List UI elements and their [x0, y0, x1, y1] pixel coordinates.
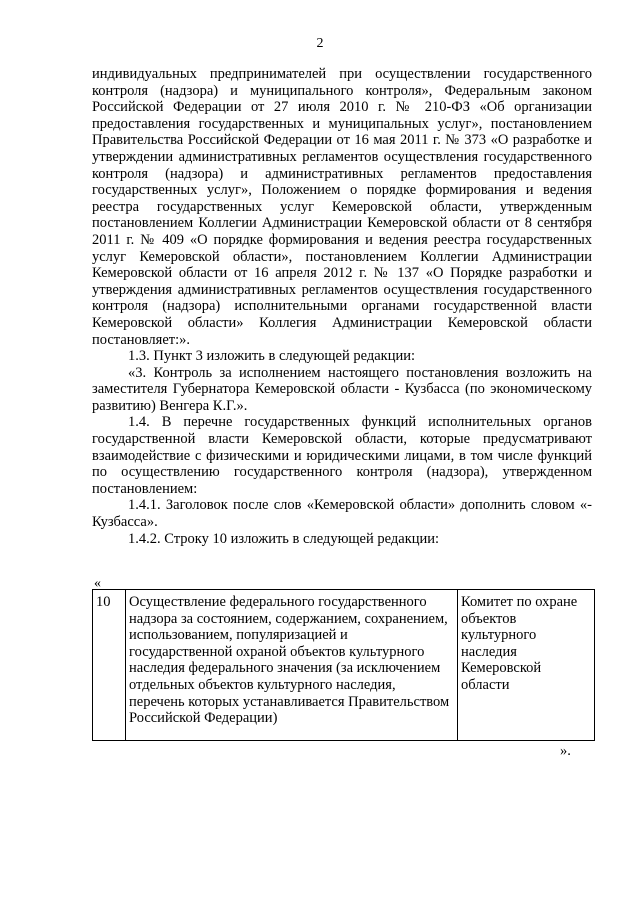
functions-table: [92, 589, 595, 741]
table-close-quote: ».: [560, 743, 571, 759]
paragraph-1-4-2: 1.4.2. Строку 10 изложить в следующей редакции:: [128, 530, 440, 547]
paragraph-item-3-text: «3. Контроль за исполнением настоящего постановления возложить на заместителя Губернатора Кемеровской области - Кузбасса (по экономическому развитию) Венгера К.Г.».: [92, 364, 592, 414]
paragraph-1-4-1: 1.4.1. Заголовок после слов «Кемеровской области» дополнить словом «- Кузбасса».: [92, 497, 592, 531]
row-number-cell: 10: [93, 590, 126, 741]
page-number: 2: [316, 36, 324, 51]
table-row: [93, 590, 595, 741]
table-open-quote: «: [94, 576, 101, 591]
authority-cell: Комитет по охране объектов культурного наследия Кемеровской области: [458, 590, 595, 741]
document-body: [92, 66, 592, 547]
paragraph-1-4: 1.4. В перечне государственных функций исполнительных органов государственной власти Кемеровской области, которые предусматривают взаимодействие с физическими и юридическими лицами, в том числе функций по осуществлению государственного контроля (надзора), утвержденном постановлением:: [92, 414, 592, 497]
paragraph-legal-basis: индивидуальных предпринимателей при осуществлении государственного контроля (надзора) и муниципального контроля», Федеральным законом Российской Федерации от 27 июля 2010 г. № 210-ФЗ «Об организации предоставления государственных и муниципальных услуг», постановлением Правительства Российской Федерации от 16 мая 2011 г. № 373 «О разработке и утверждении административных регламентов осуществления государственного контроля (надзора) и административных регламентов предоставления государственных услуг», Положением о порядке формирования и ведения реестра государственных услуг Кемеровской области, утвержденным постановлением Коллегии Администрации Кемеровской области от 8 сентября 2011 г. № 409 «О порядке формирования и ведения реестра государственных услуг Кемеровской области», постановлением Коллегии Администрации Кемеровской области от 16 апреля 2012 г. № 137 «О Порядке разработки и утверждения административных регламентов осуществления государственного контроля (надзора) исполнительными органами государственной власти Кемеровской области» Коллегия Администрации Кемеровской области постановляет:».: [92, 66, 592, 348]
function-cell: Осуществление федерального государственного надзора за состоянием, содержанием, сохранением, использованием, популяризацией и государственной охраной объектов культурного наследия федерального значения (за исключением отдельных объектов культурного наследия, перечень которых устанавливается Правительством Российской Федерации): [126, 590, 458, 741]
paragraph-1-3: 1.3. Пункт 3 изложить в следующей редакции:: [128, 348, 416, 365]
